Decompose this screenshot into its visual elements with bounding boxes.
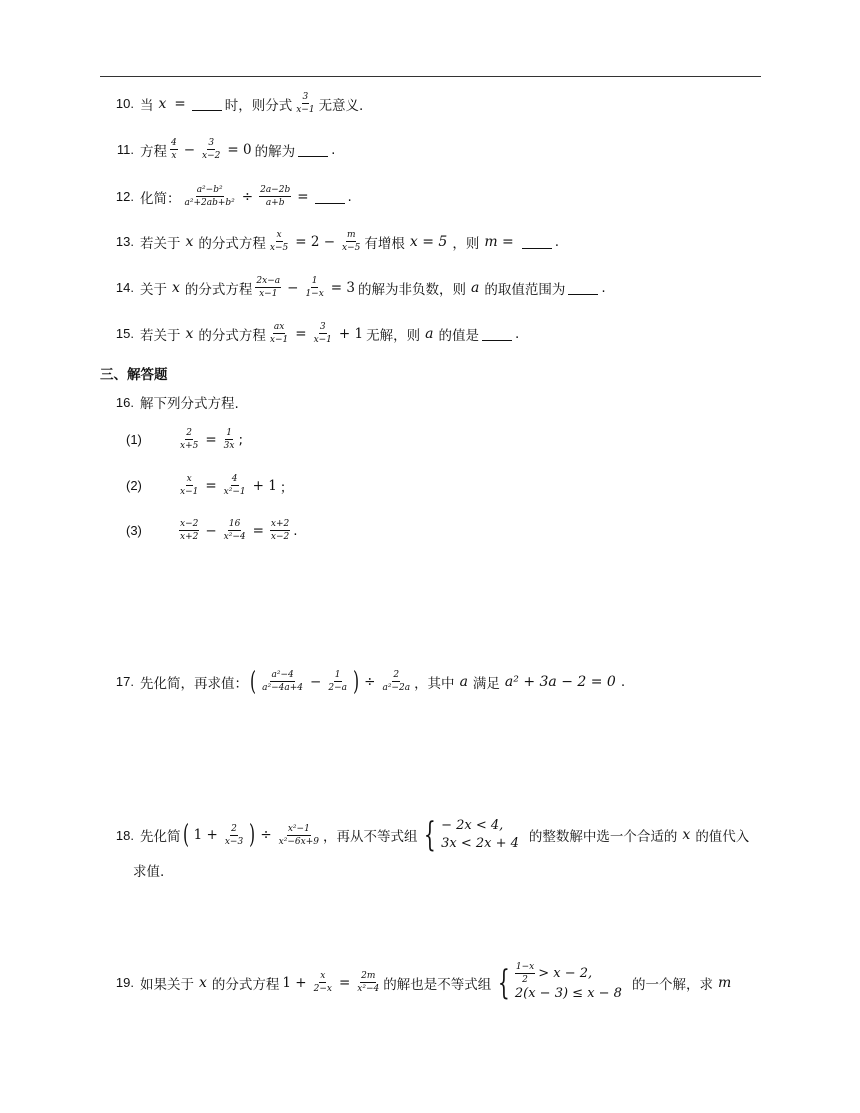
question-number: 11. <box>116 142 134 157</box>
fraction: $\frac{x}{2-x}$ <box>313 971 332 994</box>
fraction: $\frac{2}{x-3}$ <box>224 823 244 847</box>
fraction: $\frac{2x-a}{x-1}$ <box>256 276 281 299</box>
answer-blank <box>192 96 222 111</box>
question-number: 17. <box>115 674 134 689</box>
question-15: 15. 若关于 x 的分式方程 $\frac{ax}{x-1}$ = $\frac{3}{x-1}$ + 1 无解，则 a 的值是 . <box>100 322 519 345</box>
answer-blank <box>482 326 512 341</box>
question-number: 19. <box>115 975 134 990</box>
question-18: 18. 先化简 ( 1 + $\frac{2}{x-3}$ ) ÷ $\frac{\text{x²−1}}{\text{x²−6x+9}}$ ，再从不等式组 { − 2x < 4, 3x < 2x + 4 的整数解中选一个合适的 x 的值代入 <box>100 817 749 853</box>
answer-blank <box>568 280 598 295</box>
question-16-part-3: (3) $\frac{x-2}{x+2}$ − $\frac{16}{\text{x²−4}}$ = $\frac{x+2}{x-2}$ . <box>126 519 298 542</box>
fraction: $\frac{1}{3x}$ <box>223 428 235 451</box>
fraction: $\frac{1}{2-a}$ <box>328 670 347 693</box>
question-number: 18. <box>115 827 134 843</box>
inequality-system: − 2x < 4, 3x < 2x + 4 <box>441 818 519 851</box>
fraction: $\frac{2}{x+5}$ <box>180 428 199 451</box>
question-13: 13. 若关于 x 的分式方程 $\frac{x}{x-5}$ = 2 − $\frac{m}{x-5}$ 有增根 x = 5 ，则 m = . <box>100 230 559 253</box>
question-11: 11. 方程 $\frac{4}{x}$ − $\frac{3}{x-2}$ = 0 的解为 . <box>100 138 335 161</box>
question-12: 12. 化简： $\frac{\text{a²−b²}}{\text{a²+2ab+b²}}$ ÷ $\frac{2a-2b}{a+b}$ = . <box>100 185 352 208</box>
question-number: 13. <box>115 234 134 249</box>
question-number: 10. <box>115 96 134 111</box>
question-14: 14. 关于 x 的分式方程 $\frac{2x-a}{x-1}$ − $\frac{1}{1-x}$ = 3 的解为非负数，则 a 的取值范围为 . <box>100 276 606 299</box>
question-17: 17. 先化简，再求值： ( $\frac{\text{a²−4}}{\text{a²−4a+4}}$ − $\frac{1}{2-a}$ ) ÷ $\frac{2}{\text{a²−2a}}$ ，其中 a 满足 a² + 3a − 2 = 0 . <box>100 670 625 693</box>
fraction: $\frac{3}{x-1}$ <box>296 92 315 115</box>
fraction: $\frac{3}{x-1}$ <box>313 322 332 345</box>
question-16-part-2: (2) $\frac{x}{x-1}$ = $\frac{4}{\text{x²−1}}$ + 1 ； <box>126 474 294 497</box>
fraction: $\frac{16}{\text{x²−4}}$ <box>223 519 246 542</box>
header-rule <box>100 76 761 77</box>
fraction: $\frac{ax}{x-1}$ <box>269 322 289 345</box>
fraction: $\frac{m}{x-5}$ <box>342 230 361 253</box>
answer-blank <box>522 234 552 249</box>
fraction: $\frac{2m}{\text{x²−4}}$ <box>357 971 380 994</box>
answer-blank <box>298 142 328 157</box>
section-title: 三、解答题 <box>100 367 168 383</box>
fraction: $\frac{x}{x-1}$ <box>180 474 199 497</box>
question-19: 19. 如果关于 x 的分式方程 1 + $\frac{x}{2-x}$ = $\frac{2m}{\text{x²−4}}$ 的解也是不等式组 { $\frac{1-x}{2}$ > x − 2, 2(x − 3) ≤ x − 8 的一个解，求 m <box>100 962 736 1003</box>
question-10: 10. 当 x = 时，则分式 $\frac{3}{x-1}$ 无意义. <box>100 92 363 115</box>
question-18-continued: 求值. <box>133 864 165 880</box>
fraction: $\frac{\text{a²−4}}{\text{a²−4a+4}}$ <box>262 670 304 693</box>
fraction: $\frac{2a-2b}{a+b}$ <box>260 185 291 208</box>
question-number: 14. <box>115 280 134 295</box>
answer-blank <box>315 189 345 204</box>
fraction: $\frac{\text{a²−b²}}{\text{a²+2ab+b²}}$ <box>184 185 235 208</box>
fraction: $\frac{x}{x-5}$ <box>269 230 289 253</box>
fraction: $\frac{1}{1-x}$ <box>305 276 324 299</box>
question-number: 16. <box>115 394 134 410</box>
fraction: $\frac{4}{\text{x²−1}}$ <box>223 474 246 497</box>
fraction: $\frac{2}{\text{a²−2a}}$ <box>382 670 411 693</box>
inequality-system: $\frac{1-x}{2}$ > x − 2, 2(x − 3) ≤ x − 8 <box>514 962 622 1001</box>
fraction: $\frac{x+2}{x-2}$ <box>270 519 290 542</box>
question-16: 16. 解下列分式方程. <box>100 392 239 412</box>
fraction: $\frac{\text{x²−1}}{\text{x²−6x+9}}$ <box>278 823 319 847</box>
fraction: $\frac{3}{x-2}$ <box>202 138 221 161</box>
question-16-part-1: (1) $\frac{2}{x+5}$ = $\frac{1}{3x}$ ; <box>126 428 244 451</box>
question-number: 12. <box>115 189 134 204</box>
fraction: $\frac{4}{x}$ <box>171 138 177 161</box>
fraction: $\frac{x-2}{x+2}$ <box>180 519 199 542</box>
question-number: 15. <box>115 326 134 341</box>
